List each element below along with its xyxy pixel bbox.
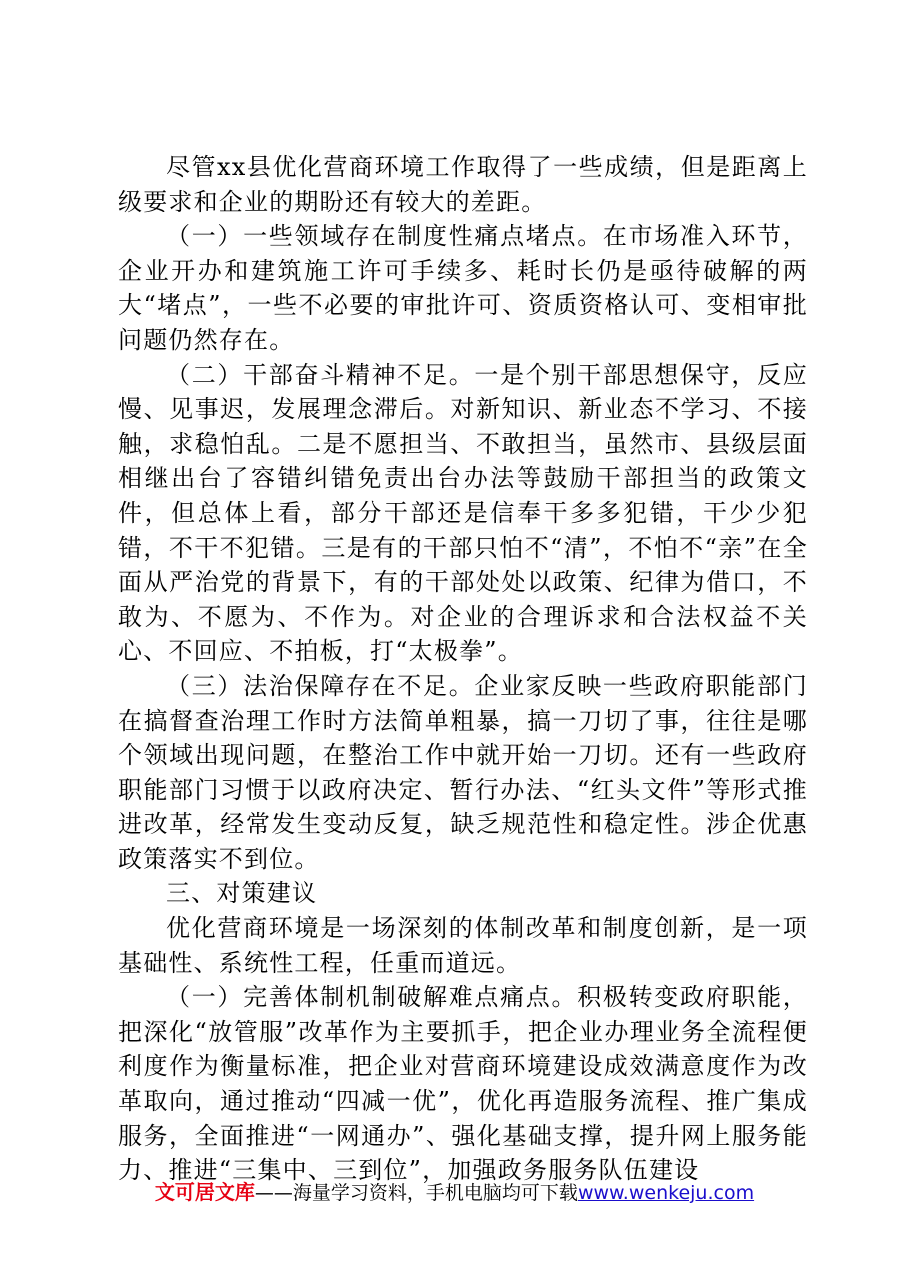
document-body <box>118 150 808 1188</box>
footer-tagline: ——海量学习资料，手机电脑均可下载 <box>254 1182 578 1204</box>
paragraph-item-1: （一）一些领域存在制度性痛点堵点。在市场准入环节，企业开办和建筑施工许可手续多、耗时长仍是亟待破解的两大“堵点”，一些不必要的审批许可、资质资格认可、变相审批问题仍然存在。 <box>118 222 808 354</box>
footer-banner <box>0 1178 909 1207</box>
paragraph-section-intro: 优化营商环境是一场深刻的体制改革和制度创新，是一项基础性、系统性工程，任重而道远。 <box>118 914 808 977</box>
paragraph-intro: 尽管xx县优化营商环境工作取得了一些成绩，但是距离上级要求和企业的期盼还有较大的差距。 <box>118 153 808 216</box>
footer-link[interactable]: www.wenkeju.com <box>577 1182 755 1204</box>
paragraph-item-2: （二）干部奋斗精神不足。一是个别干部思想保守，反应慢、见事迟，发展理念滞后。对新知识、新业态不学习、不接触，求稳怕乱。二是不愿担当、不敢担当，虽然市、县级层面相继出台了容错纠错免责出台办法等鼓励干部担当的政策文件，但总体上看，部分干部还是信奉干多多犯错，干少少犯错，不干不犯错。三是有的干部只怕不“清”，不怕不“亲”在全面从严治党的背景下，有的干部处处以政策、纪律为借口，不敢为、不愿为、不作为。对企业的合理诉求和合法权益不关心、不回应、不拍板，打“太极拳”。 <box>118 360 808 666</box>
footer-brand: 文可居文库 <box>154 1180 255 1204</box>
paragraph-section-item-1: （一）完善体制机制破解难点痛点。积极转变政府职能，把深化“放管服”改革作为主要抓手，把企业办理业务全流程便利度作为衡量标准，把企业对营商环境建设成效满意度作为改革取向，通过推动“四减一优”，优化再造服务流程、推广集成服务，全面推进“一网通办”、强化基础支撑，提升网上服务能力、推进“三集中、三到位”，加强政务服务队伍建设 <box>118 983 808 1185</box>
paragraph-item-3: （三）法治保障存在不足。企业家反映一些政府职能部门在搞督查治理工作时方法简单粗暴，搞一刀切了事，往往是哪个领域出现问题，在整治工作中就开始一刀切。还有一些政府职能部门习惯于以政府决定、暂行办法、“红头文件”等形式推进改革，经常发生变动反复，缺乏规范性和稳定性。涉企优惠政策落实不到位。 <box>118 671 808 873</box>
section-heading: 三、对策建议 <box>166 879 318 908</box>
